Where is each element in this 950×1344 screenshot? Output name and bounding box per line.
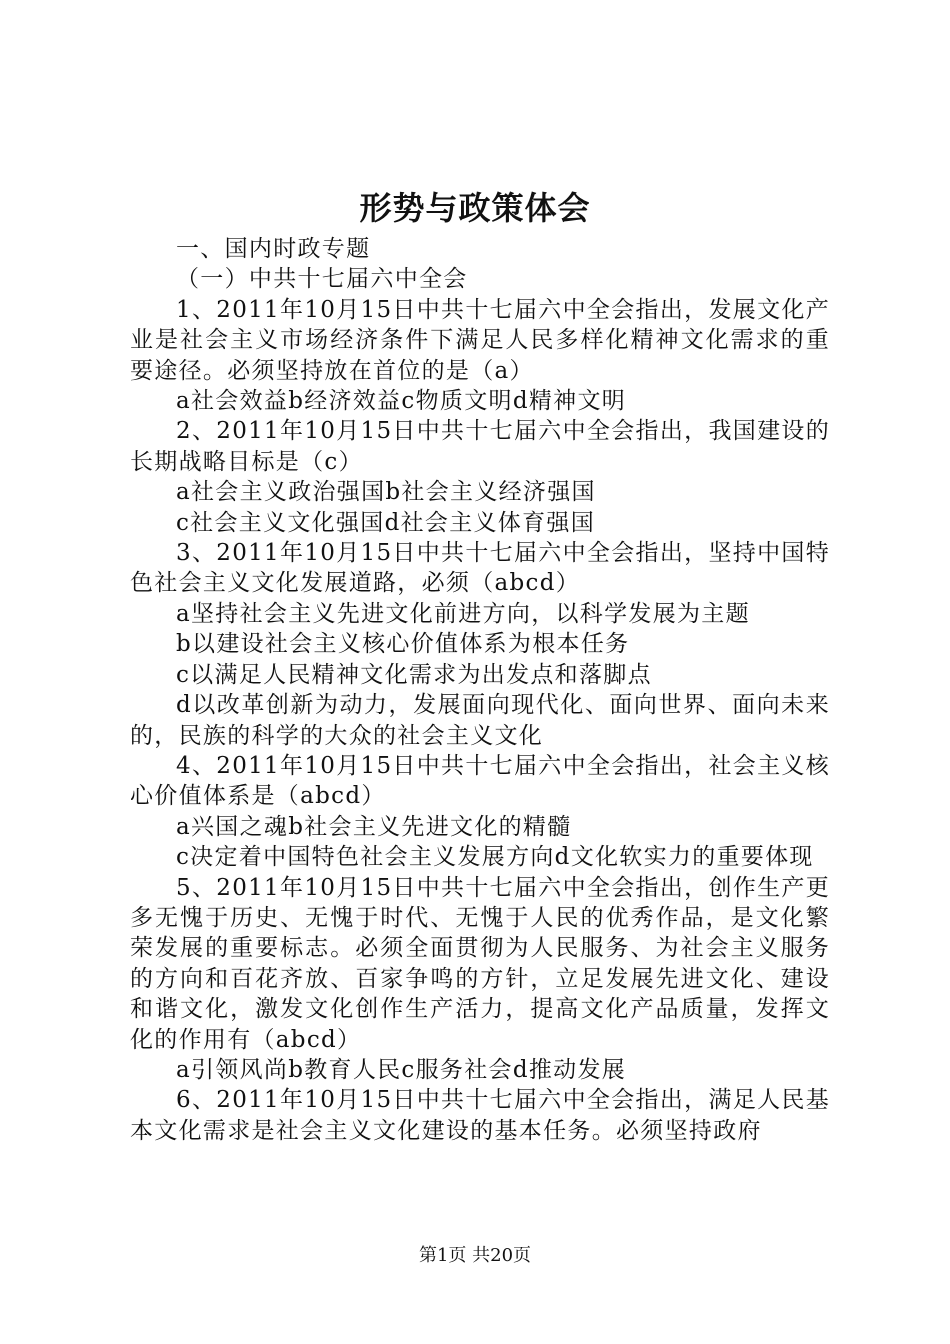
- question-3-option-b: b以建设社会主义核心价值体系为根本任务: [176, 631, 630, 658]
- document-title: 形势与政策体会: [359, 189, 591, 227]
- question-1-options: a社会效益b经济效益c物质文明d精神文明: [176, 388, 627, 415]
- question-3: 3、2011年10月15日中共十七届六中全会指出，坚持中国特色社会主义文化发展道路，必须（abcd）: [130, 540, 830, 597]
- subsection-heading: （一）中共十七届六中全会: [176, 266, 468, 293]
- question-2-options-ab: a社会主义政治强国b社会主义经济强国: [176, 479, 596, 506]
- document-body: [130, 234, 830, 1146]
- question-2-options-cd: c社会主义文化强国d社会主义体育强国: [176, 509, 596, 536]
- question-3-option-a: a坚持社会主义先进文化前进方向，以科学发展为主题: [176, 600, 750, 627]
- section-heading: 一、国内时政专题: [176, 236, 371, 262]
- question-3-option-c: c以满足人民精神文化需求为出发点和落脚点: [176, 661, 652, 688]
- question-4-options-ab: a兴国之魂b社会主义先进文化的精髓: [176, 813, 572, 840]
- question-4: 4、2011年10月15日中共十七届六中全会指出，社会主义核心价值体系是（abcd）: [130, 752, 830, 810]
- question-4-options-cd: c决定着中国特色社会主义发展方向d文化软实力的重要体现: [176, 844, 814, 871]
- question-3-option-d: d以改革创新为动力，发展面向现代化、面向世界、面向未来的，民族的科学的大众的社会主义文化: [130, 692, 830, 749]
- question-2: 2、2011年10月15日中共十七届六中全会指出，我国建设的长期战略目标是（c）: [130, 418, 830, 475]
- page-footer: 第1页 共20页: [418, 1245, 532, 1266]
- question-1: 1、2011年10月15日中共十七届六中全会指出，发展文化产业是社会主义市场经济条件下满足人民多样化精神文化需求的重要途径。必须坚持放在首位的是（a）: [130, 296, 830, 384]
- question-5-options: a引领风尚b教育人民c服务社会d推动发展: [176, 1056, 627, 1083]
- question-6: 6、2011年10月15日中共十七届六中全会指出，满足人民基本文化需求是社会主义文化建设的基本任务。必须坚持政府: [130, 1087, 830, 1144]
- question-5: 5、2011年10月15日中共十七届六中全会指出，创作生产更多无愧于历史、无愧于时代、无愧于人民的优秀作品，是文化繁荣发展的重要标志。必须全面贯彻为人民服务、为社会主义服务的方向和百花齐放、百家争鸣的方针，立足发展先进文化、建设和谐文化，激发文化创作生产活力，提高文化产品质量，发挥文化的作用有（abcd）: [130, 874, 830, 1053]
